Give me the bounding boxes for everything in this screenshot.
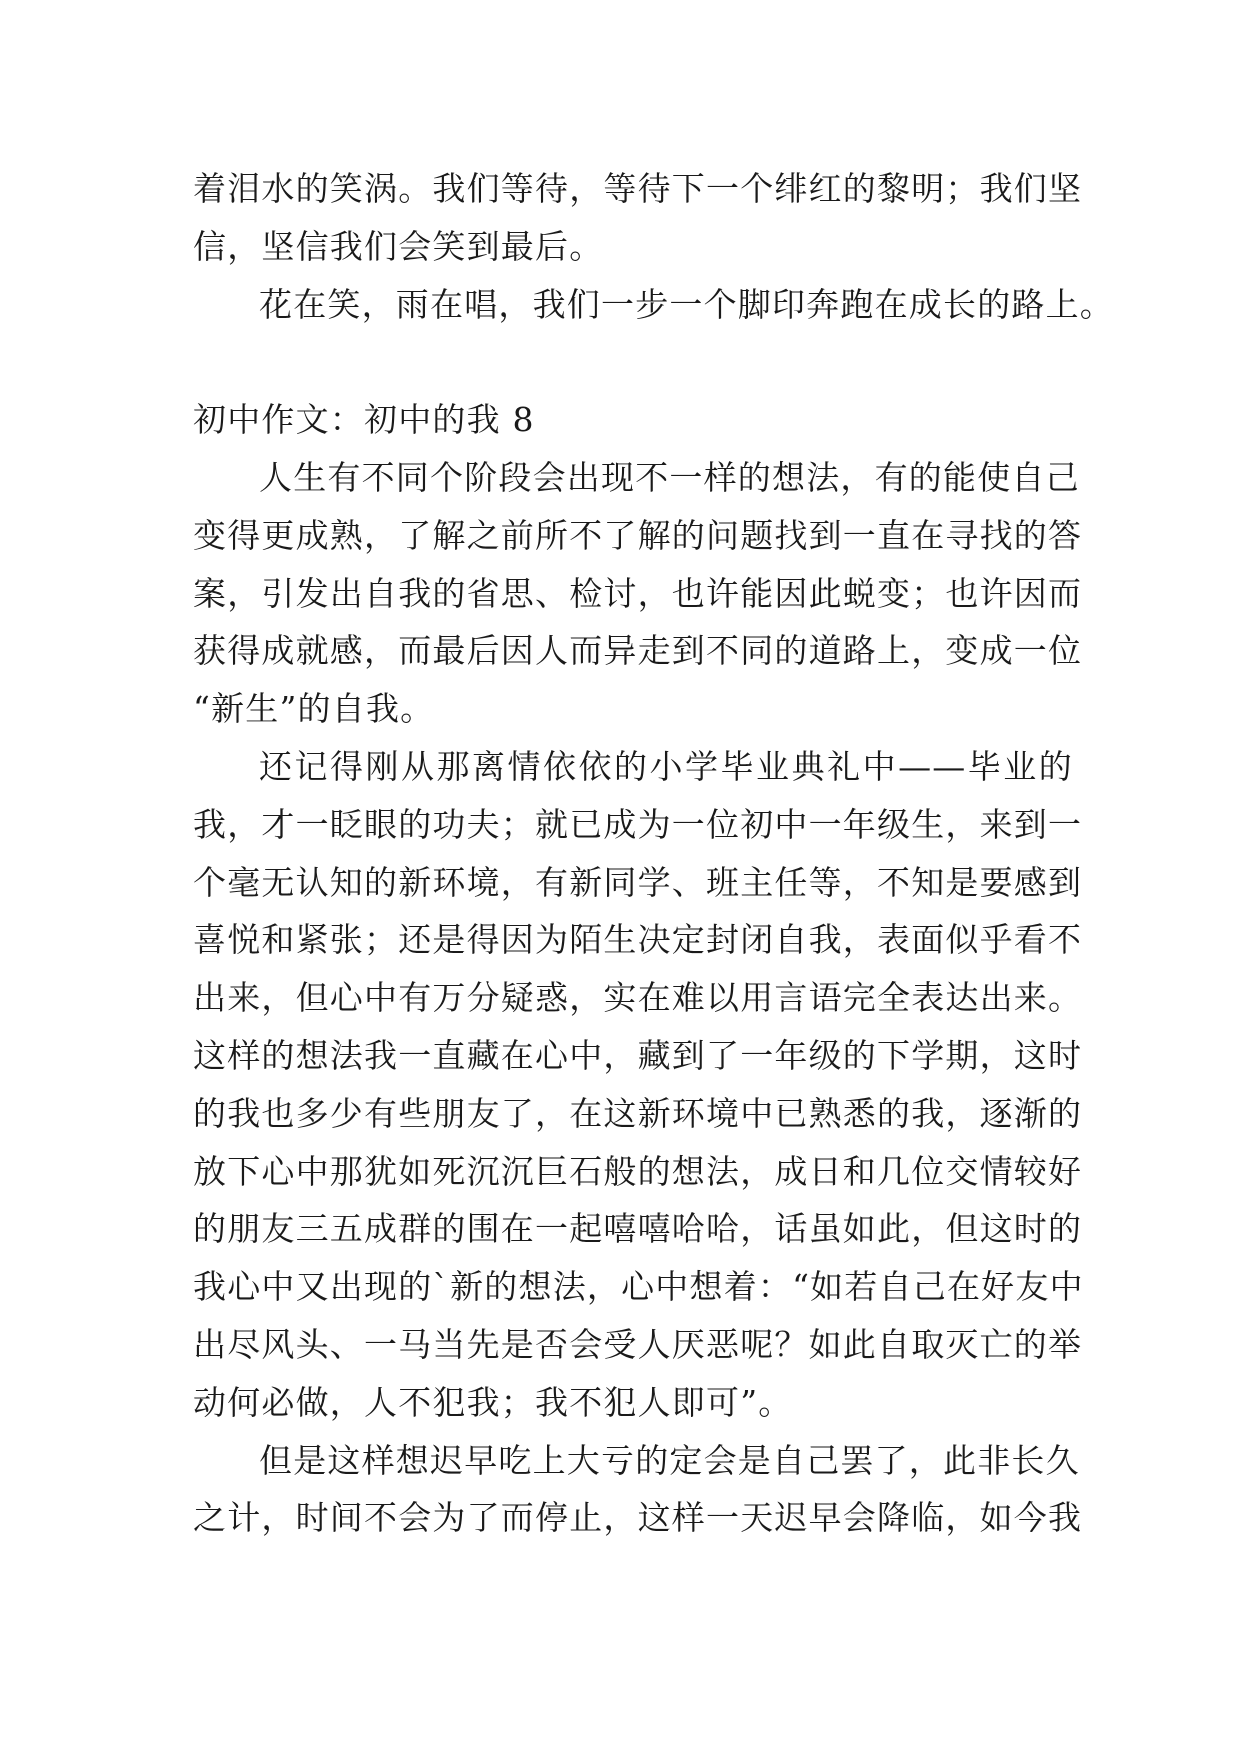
section-title: 初中作文：初中的我 8 — [193, 400, 535, 440]
text-line: 之计，时间不会为了而停止，这样一天迟早会降临，如今我 — [193, 1498, 1083, 1538]
text-line: 这样的想法我一直藏在心中，藏到了一年级的下学期，这时 — [193, 1035, 1083, 1075]
paragraph-1 — [193, 449, 1083, 738]
text-line: 我心中又出现的`新的想法，心中想着：“如若自己在好友中 — [193, 1267, 1084, 1307]
text-line: 着泪水的笑涡。我们等待，等待下一个绯红的黎明；我们坚 — [193, 169, 1083, 208]
intro-paragraph — [193, 160, 1083, 276]
text-line: 案，引发出自我的省思、检讨，也许能因此蜕变；也许因而 — [193, 573, 1083, 613]
text-line: 我，才一眨眼的功夫；就已成为一位初中一年级生，来到一 — [193, 804, 1083, 844]
text-line: 变得更成熟，了解之前所不了解的问题找到一直在寻找的答 — [193, 515, 1083, 555]
paragraph-spacer — [193, 333, 1073, 391]
text-line: “新生”的自我。 — [193, 689, 435, 729]
text-line: 个毫无认知的新环境，有新同学、班主任等，不知是要感到 — [193, 862, 1083, 902]
text-line: 喜悦和紧张；还是得因为陌生决定封闭自我，表面似乎看不 — [193, 920, 1083, 960]
text-line: 出来，但心中有万分疑惑，实在难以用言语完全表达出来。 — [193, 978, 1083, 1018]
text-line: 信，坚信我们会笑到最后。 — [193, 226, 604, 266]
text-line: 人生有不同个阶段会出现不一样的想法，有的能使自己 — [259, 457, 1080, 497]
text-line: 但是这样想迟早吃上大亏的定会是自己罢了，此非长久 — [259, 1440, 1080, 1480]
text-line: 花在笑，雨在唱，我们一步一个脚印奔跑在成长的路上。 — [259, 284, 1114, 324]
text-line: 动何必做，人不犯我；我不犯人即可”。 — [193, 1382, 793, 1422]
text-line: 的我也多少有些朋友了，在这新环境中已熟悉的我，逐渐的 — [193, 1093, 1083, 1133]
text-line: 出尽风头、一马当先是否会受人厌恶呢？如此自取灭亡的举 — [193, 1324, 1083, 1364]
paragraph-3 — [193, 1432, 1083, 1548]
text-line: 还记得刚从那离情依依的小学毕业典礼中——毕业的 — [259, 746, 1073, 786]
paragraph-2 — [193, 738, 1084, 1432]
essay-body — [193, 160, 1114, 1547]
text-line: 放下心中那犹如死沉沉巨石般的想法，成日和几位交情较好 — [193, 1151, 1083, 1191]
closing-paragraph — [193, 276, 1114, 334]
text-line: 的朋友三五成群的围在一起嘻嘻哈哈，话虽如此，但这时的 — [193, 1209, 1083, 1249]
text-line: 获得成就感，而最后因人而异走到不同的道路上，变成一位 — [193, 631, 1083, 671]
